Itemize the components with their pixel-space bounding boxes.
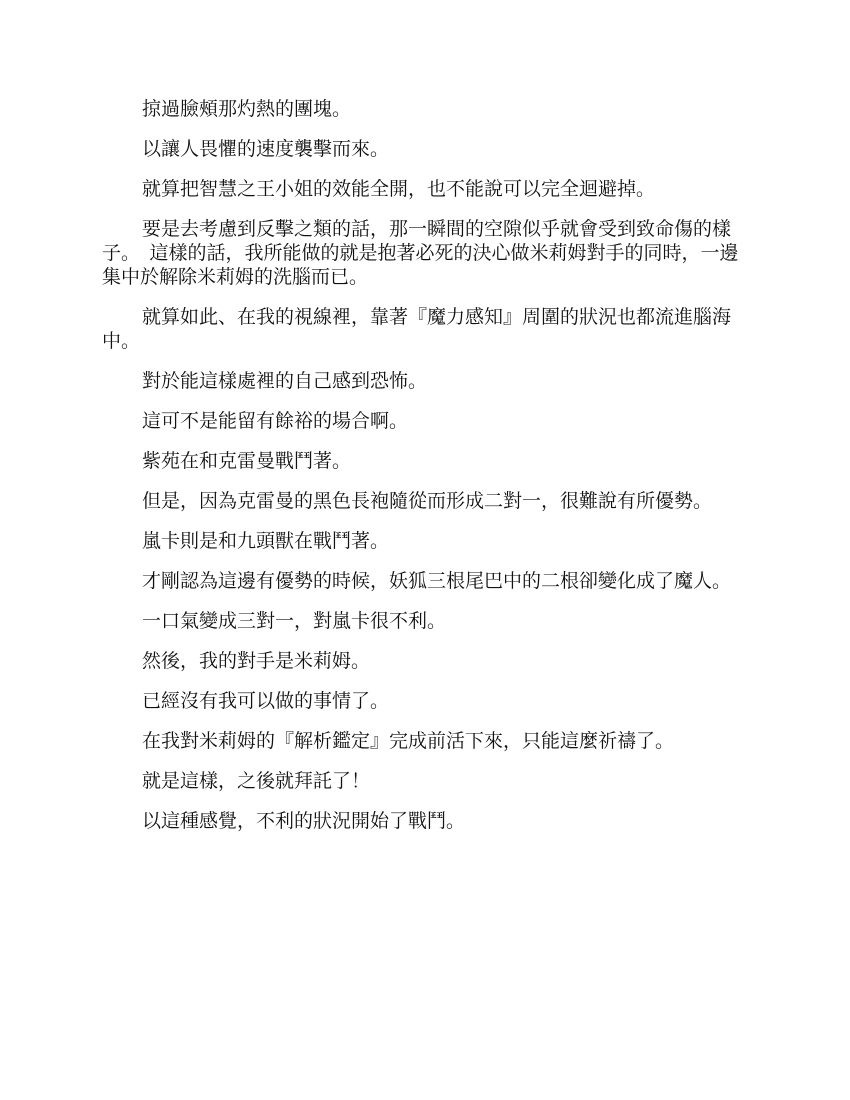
paragraph: 在我對米莉姆的『解析鑑定』完成前活下來，只能這麼祈禱了。 [142,730,675,752]
paragraph: 就是這樣，之後就拜託了！ [142,770,371,792]
paragraph: 一口氣變成三對一，對嵐卡很不利。 [142,610,447,632]
paragraph: 已經沒有我可以做的事情了。 [142,690,390,712]
paragraph: 掠過臉頰那灼熱的團塊。 [142,98,352,120]
paragraph: 對於能這樣處裡的自己感到恐怖。 [142,370,428,392]
paragraph: 就算把智慧之王小姐的效能全開，也不能說可以完全迴避掉。 [142,178,656,200]
paragraph: 要是去考慮到反擊之類的話，那一瞬間的空隙似乎就會受到致命傷的樣子。 這樣的話，我所能做的就是抱著必死的決心做米莉姆對手的同時，一邊集中於解除米莉姆的洗腦而已。 [102,218,739,288]
paragraph: 才剛認為這邊有優勢的時候，妖狐三根尾巴中的二根卻變化成了魔人。 [142,570,732,592]
paragraph: 就算如此、在我的視線裡，靠著『魔力感知』周圍的狀況也都流進腦海中。 [102,306,732,352]
paragraph: 然後，我的對手是米莉姆。 [142,650,371,672]
paragraph: 以這種感覺，不利的狀況開始了戰鬥。 [142,810,466,832]
paragraph: 紫苑在和克雷曼戰鬥著。 [142,450,352,472]
paragraph: 嵐卡則是和九頭獸在戰鬥著。 [142,530,390,552]
paragraph: 以讓人畏懼的速度襲擊而來。 [142,138,390,160]
paragraph: 但是，因為克雷曼的黑色長袍隨從而形成二對一，很難說有所優勢。 [142,490,713,512]
document-body [102,97,748,849]
paragraph: 這可不是能留有餘裕的場合啊。 [142,410,409,432]
